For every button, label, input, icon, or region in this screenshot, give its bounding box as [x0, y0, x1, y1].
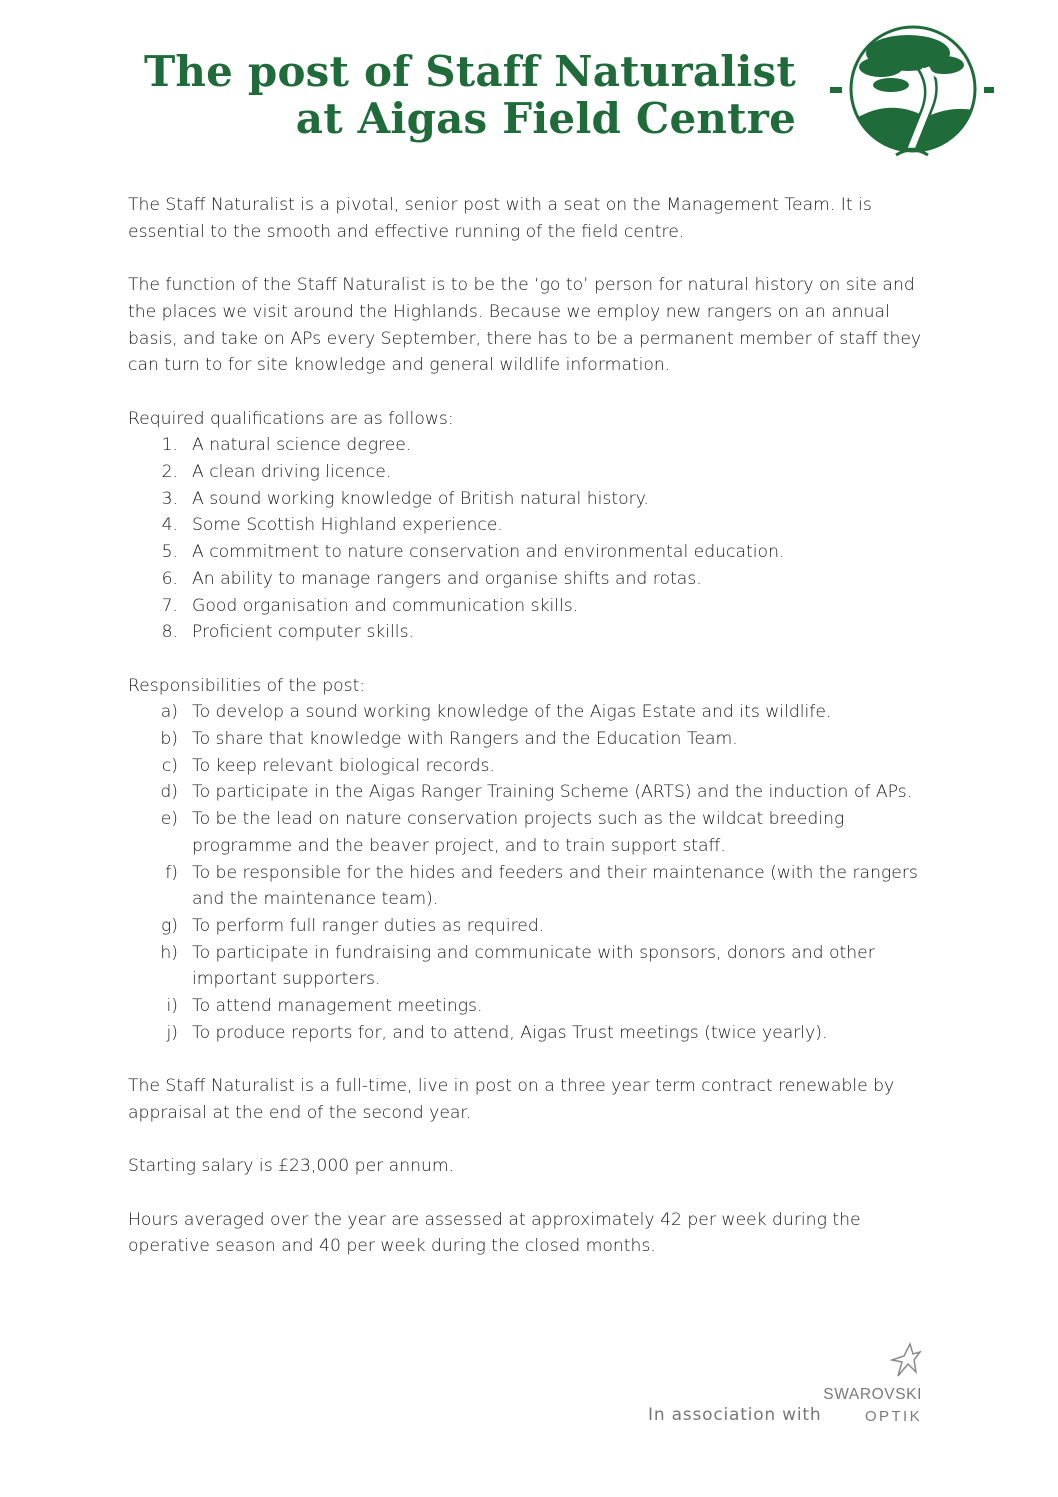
- list-item-text: To participate in fundraising and communicate with sponsors, donors and other important supporters.: [192, 942, 875, 990]
- list-marker: h): [160, 942, 178, 963]
- list-item-text: To perform full ranger duties as required.: [192, 915, 545, 936]
- sponsor-name: SWAROVSKI: [823, 1386, 922, 1403]
- list-marker: g): [160, 915, 178, 936]
- list-item-text: To participate in the Aigas Ranger Training Scheme (ARTS) and the induction of APs.: [192, 782, 913, 803]
- title-line-1: The post of Staff Naturalist: [143, 47, 796, 96]
- intro-paragraph-1: The Staff Naturalist is a pivotal, senior post with a seat on the Management Team. It is essential to the smooth and effective running of the field centre.: [128, 195, 872, 242]
- list-item-text: To attend management meetings.: [192, 996, 483, 1017]
- list-item: [128, 860, 938, 913]
- list-item: [128, 993, 938, 1020]
- intro-paragraph-2: The function of the Staff Naturalist is to be the ‘go to’ person for natural history on site and the places we visit around the Highlands. Because we employ new rangers on an annual basis, and take on APs every September, there has to be a permanent member of staff they can turn to for site knowledge and general wildlife information.: [128, 275, 922, 376]
- hawk-icon: [890, 1342, 924, 1382]
- document-body: [128, 192, 938, 1287]
- list-item-text: Some Scottish Highland experience.: [192, 515, 503, 536]
- list-marker: f): [165, 862, 178, 883]
- list-item: [128, 779, 938, 806]
- list-marker: 8.: [161, 622, 178, 643]
- list-item: [128, 913, 938, 940]
- title-line-2: at Aigas Field Centre: [295, 94, 796, 143]
- list-item-text: To produce reports for, and to attend, Aigas Trust meetings (twice yearly).: [192, 1022, 828, 1043]
- list-item-text: A clean driving licence.: [192, 462, 392, 482]
- aigas-tree-logo: [826, 25, 996, 167]
- list-item: [128, 940, 938, 993]
- responsibilities-heading: Responsibilities of the post:: [128, 675, 366, 696]
- list-item-text: To be responsible for the hides and feeders and their maintenance (with the rangers and the maintenance team).: [192, 862, 918, 910]
- list-item-text: To develop a sound working knowledge of the Aigas Estate and its wildlife.: [192, 702, 832, 723]
- list-item: [128, 1020, 938, 1047]
- list-marker: 7.: [161, 595, 178, 616]
- swarovski-optik-logo: [818, 1340, 928, 1432]
- list-marker: 4.: [161, 515, 178, 536]
- list-marker: 1.: [161, 435, 178, 456]
- list-item: [128, 512, 938, 539]
- list-marker: j): [166, 1022, 178, 1043]
- hours-paragraph: Hours averaged over the year are assessed at approximately 42 per week during the operative season and 40 per week during the closed months.: [128, 1209, 861, 1257]
- association-text: In association with: [648, 1405, 822, 1425]
- list-item: [128, 806, 938, 859]
- list-marker: 5.: [161, 542, 178, 563]
- list-marker: a): [160, 702, 178, 723]
- list-item-text: To be the lead on nature conservation projects such as the wildcat breeding programme and the beaver project, and to train support staff.: [192, 809, 845, 856]
- list-item-text: A sound working knowledge of British natural history.: [192, 488, 649, 509]
- list-item: [128, 486, 938, 513]
- qualifications-list: [128, 432, 938, 646]
- list-marker: i): [166, 996, 178, 1017]
- list-item: [128, 539, 938, 566]
- list-item-text: To keep relevant biological records.: [192, 755, 495, 776]
- list-marker: d): [160, 782, 178, 803]
- list-item-text: A natural science degree.: [192, 435, 412, 456]
- page-title: [144, 48, 796, 142]
- list-item-text: An ability to manage rangers and organise shifts and rotas.: [192, 568, 702, 589]
- list-marker: b): [160, 729, 178, 750]
- list-item: [128, 459, 938, 486]
- contract-paragraph: The Staff Naturalist is a full-time, live in post on a three year term contract renewable by appraisal at the end of the second year.: [128, 1076, 895, 1123]
- list-item: [128, 619, 938, 646]
- list-item-text: Good organisation and communication skills.: [192, 595, 579, 616]
- list-marker: 3.: [161, 488, 178, 509]
- list-item: [128, 699, 938, 726]
- list-item: [128, 726, 938, 753]
- list-item: [128, 593, 938, 620]
- list-marker: c): [161, 755, 178, 776]
- list-item-text: Proficient computer skills.: [192, 622, 414, 643]
- list-item-text: To share that knowledge with Rangers and the Education Team.: [192, 729, 738, 750]
- responsibilities-list: [128, 699, 938, 1046]
- list-marker: e): [160, 809, 178, 830]
- sponsor-subtitle: OPTIK: [864, 1408, 922, 1425]
- list-item: [128, 566, 938, 593]
- list-item: [128, 753, 938, 780]
- salary-paragraph: Starting salary is £23,000 per annum.: [128, 1156, 455, 1177]
- list-item: [128, 432, 938, 459]
- list-marker: 6.: [161, 568, 178, 589]
- list-item-text: A commitment to nature conservation and environmental education.: [192, 542, 785, 563]
- qualifications-heading: Required qualifications are as follows:: [128, 408, 454, 429]
- list-marker: 2.: [161, 462, 178, 482]
